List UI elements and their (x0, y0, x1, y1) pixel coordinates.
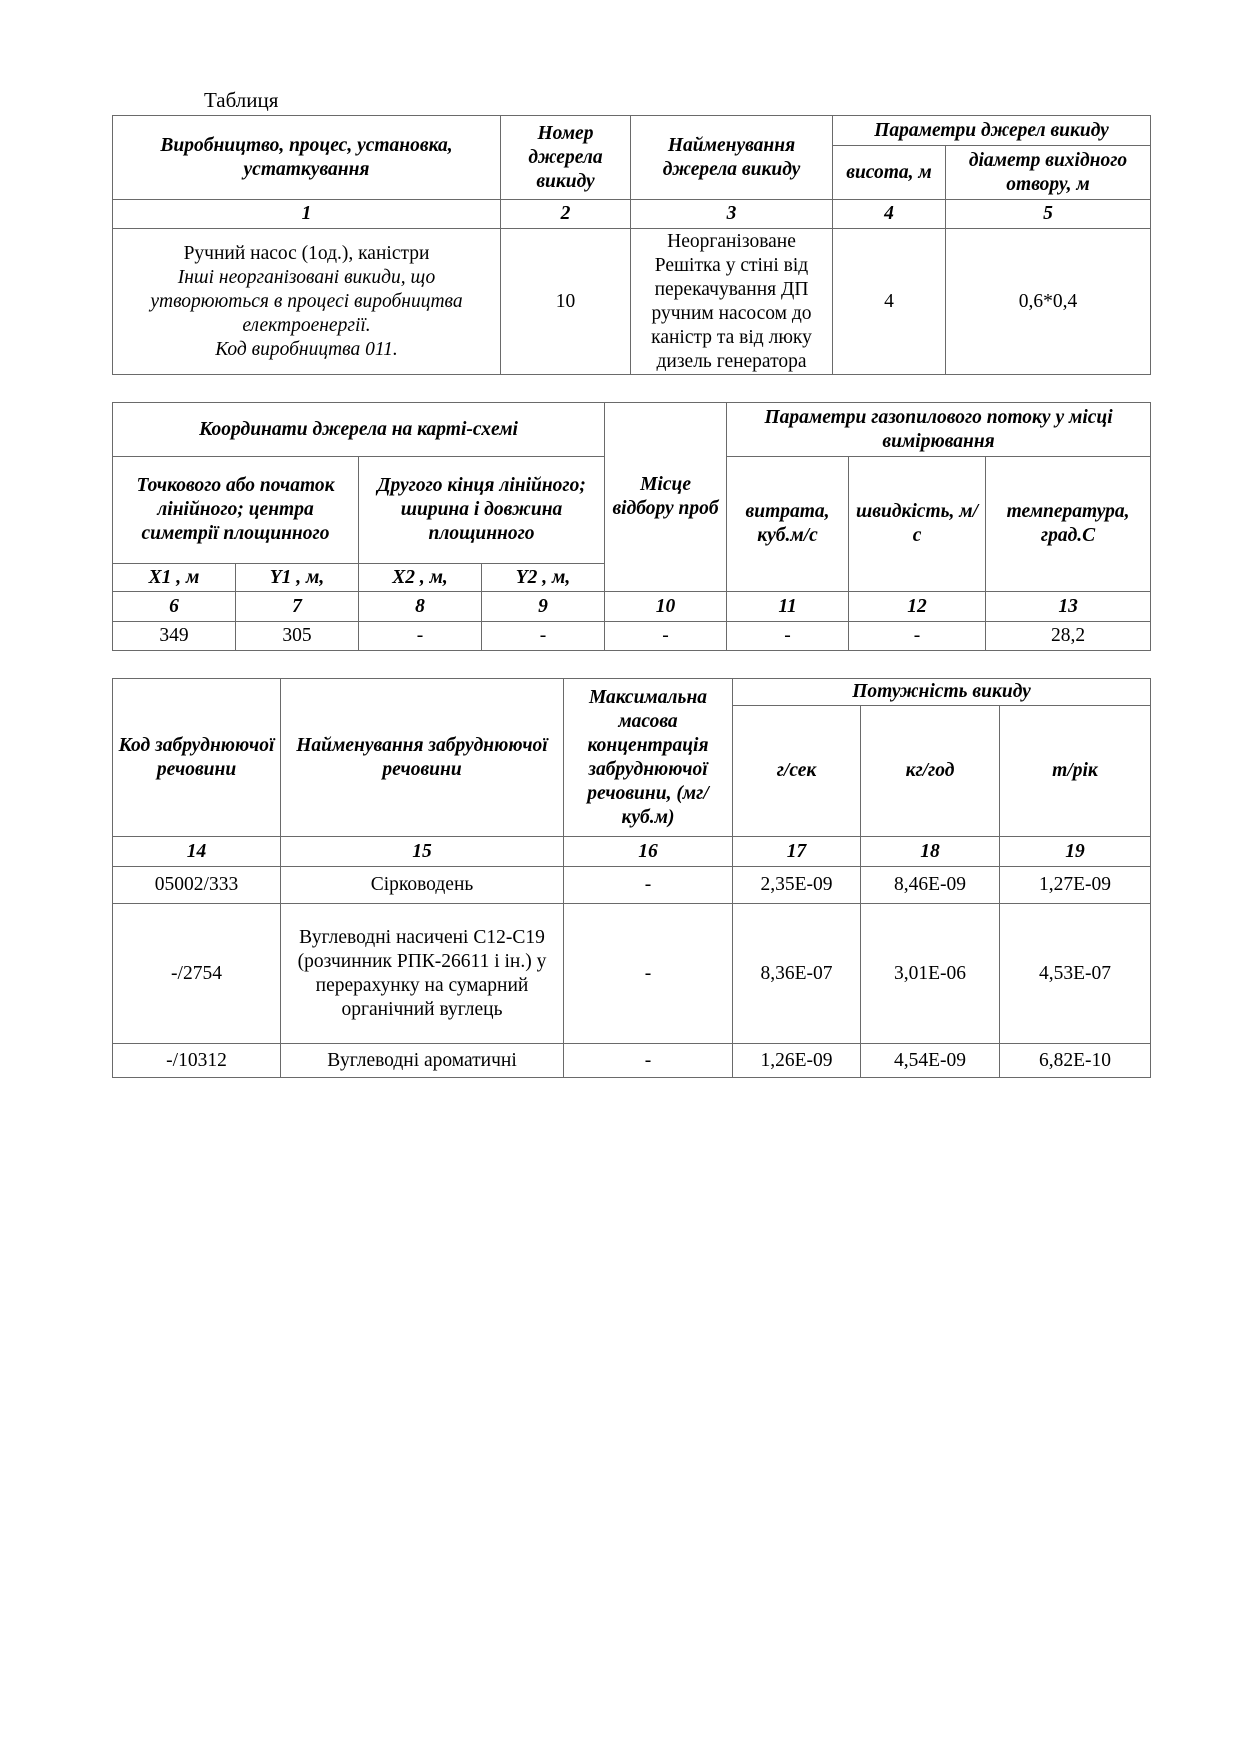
cell-max-conc: - (564, 867, 733, 904)
col-number: 14 (113, 837, 281, 867)
header-coords: Координати джерела на карті-схемі (113, 403, 605, 457)
header-temperature: температура, град.С (986, 457, 1151, 592)
header-x1: X1 , м (113, 564, 236, 592)
col-number: 18 (861, 837, 1000, 867)
col-number: 8 (359, 592, 482, 622)
cell-max-conc: - (564, 904, 733, 1044)
cell-kg-hour: 3,01E-06 (861, 904, 1000, 1044)
cell-speed: - (849, 622, 986, 651)
cell-code: -/2754 (113, 904, 281, 1044)
table-row (113, 229, 1151, 375)
header-second-end: Другого кінця лінійного; ширина і довжина площинного (359, 457, 605, 564)
header-max-concentration: Максимальна масова концентрація забруднюючої речовини, (мг/куб.м) (564, 679, 733, 837)
cell-source-name: Неорганізоване Решітка у стіні від перекачування ДП ручним насосом до каністр та від люку дизель генератора (631, 229, 833, 375)
col-number: 13 (986, 592, 1151, 622)
cell-g-sec: 1,26E-09 (733, 1044, 861, 1078)
cell-t-year: 4,53E-07 (1000, 904, 1151, 1044)
header-source-number: Номер джерела викиду (501, 116, 631, 200)
col-number: 9 (482, 592, 605, 622)
cell-y1: 305 (236, 622, 359, 651)
header-emission-power: Потужність викиду (733, 679, 1151, 706)
header-source-params: Параметри джерел викиду (833, 116, 1151, 146)
table-caption: Таблиця (204, 88, 279, 112)
cell-name: Вуглеводні ароматичні (281, 1044, 564, 1078)
col-number: 5 (946, 200, 1151, 229)
header-sampling-place: Місце відбору проб (605, 403, 727, 592)
header-flow-params: Параметри газопилового потоку у місці вимірювання (727, 403, 1151, 457)
cell-x2: - (359, 622, 482, 651)
cell-code: 05002/333 (113, 867, 281, 904)
header-flow-rate: витрата, куб.м/с (727, 457, 849, 592)
cell-source-number: 10 (501, 229, 631, 375)
header-g-sec: г/сек (733, 706, 861, 837)
header-pollutant-code: Код забруднюючої речовини (113, 679, 281, 837)
header-x2: X2 , м, (359, 564, 482, 592)
production-main: Ручний насос (1од.), канiстри (183, 242, 430, 264)
cell-production (113, 229, 501, 375)
col-number: 12 (849, 592, 986, 622)
cell-x1: 349 (113, 622, 236, 651)
col-number: 15 (281, 837, 564, 867)
cell-kg-hour: 8,46E-09 (861, 867, 1000, 904)
col-number: 2 (501, 200, 631, 229)
cell-diameter: 0,6*0,4 (946, 229, 1151, 375)
table-row (113, 867, 1151, 904)
col-number: 3 (631, 200, 833, 229)
col-number: 10 (605, 592, 727, 622)
cell-temperature: 28,2 (986, 622, 1151, 651)
col-number: 16 (564, 837, 733, 867)
cell-code: -/10312 (113, 1044, 281, 1078)
header-production: Виробництво, процес, установка, устаткування (113, 116, 501, 200)
header-speed: швидкість, м/с (849, 457, 986, 592)
col-number: 7 (236, 592, 359, 622)
coordinates-table (112, 402, 1151, 651)
header-height: висота, м (833, 146, 946, 200)
header-y1: Y1 , м, (236, 564, 359, 592)
header-pollutant-name: Найменування забруднюючої речовини (281, 679, 564, 837)
header-t-year: т/рік (1000, 706, 1151, 837)
cell-kg-hour: 4,54E-09 (861, 1044, 1000, 1078)
production-code: Код виробництва 011. (215, 338, 398, 360)
cell-sampling-place: - (605, 622, 727, 651)
col-number: 17 (733, 837, 861, 867)
cell-name: Сірководень (281, 867, 564, 904)
col-number: 6 (113, 592, 236, 622)
cell-g-sec: 2,35E-09 (733, 867, 861, 904)
cell-flow-rate: - (727, 622, 849, 651)
production-desc: Інші неорганізовані викиди, що утворюються в процесі виробництва електроенергії. (150, 266, 463, 336)
emission-source-table (112, 115, 1151, 375)
col-number: 19 (1000, 837, 1151, 867)
header-kg-hour: кг/год (861, 706, 1000, 837)
cell-name: Вуглеводні насичені С12-С19 (розчинник РПК-26611 і ін.) у перерахунку на сумарний органічний вуглець (281, 904, 564, 1044)
col-number: 4 (833, 200, 946, 229)
pollutant-table (112, 678, 1151, 1078)
header-source-name: Найменування джерела викиду (631, 116, 833, 200)
col-number: 1 (113, 200, 501, 229)
cell-t-year: 6,82E-10 (1000, 1044, 1151, 1078)
col-number: 11 (727, 592, 849, 622)
cell-height: 4 (833, 229, 946, 375)
cell-t-year: 1,27E-09 (1000, 867, 1151, 904)
header-y2: Y2 , м, (482, 564, 605, 592)
cell-g-sec: 8,36E-07 (733, 904, 861, 1044)
table-row (113, 1044, 1151, 1078)
table-row (113, 622, 1151, 651)
cell-y2: - (482, 622, 605, 651)
cell-max-conc: - (564, 1044, 733, 1078)
table-row (113, 904, 1151, 1044)
header-point-coords: Точкового або початок лінійного; центра симетрії площинного (113, 457, 359, 564)
header-diameter: діаметр вихідного отвору, м (946, 146, 1151, 200)
